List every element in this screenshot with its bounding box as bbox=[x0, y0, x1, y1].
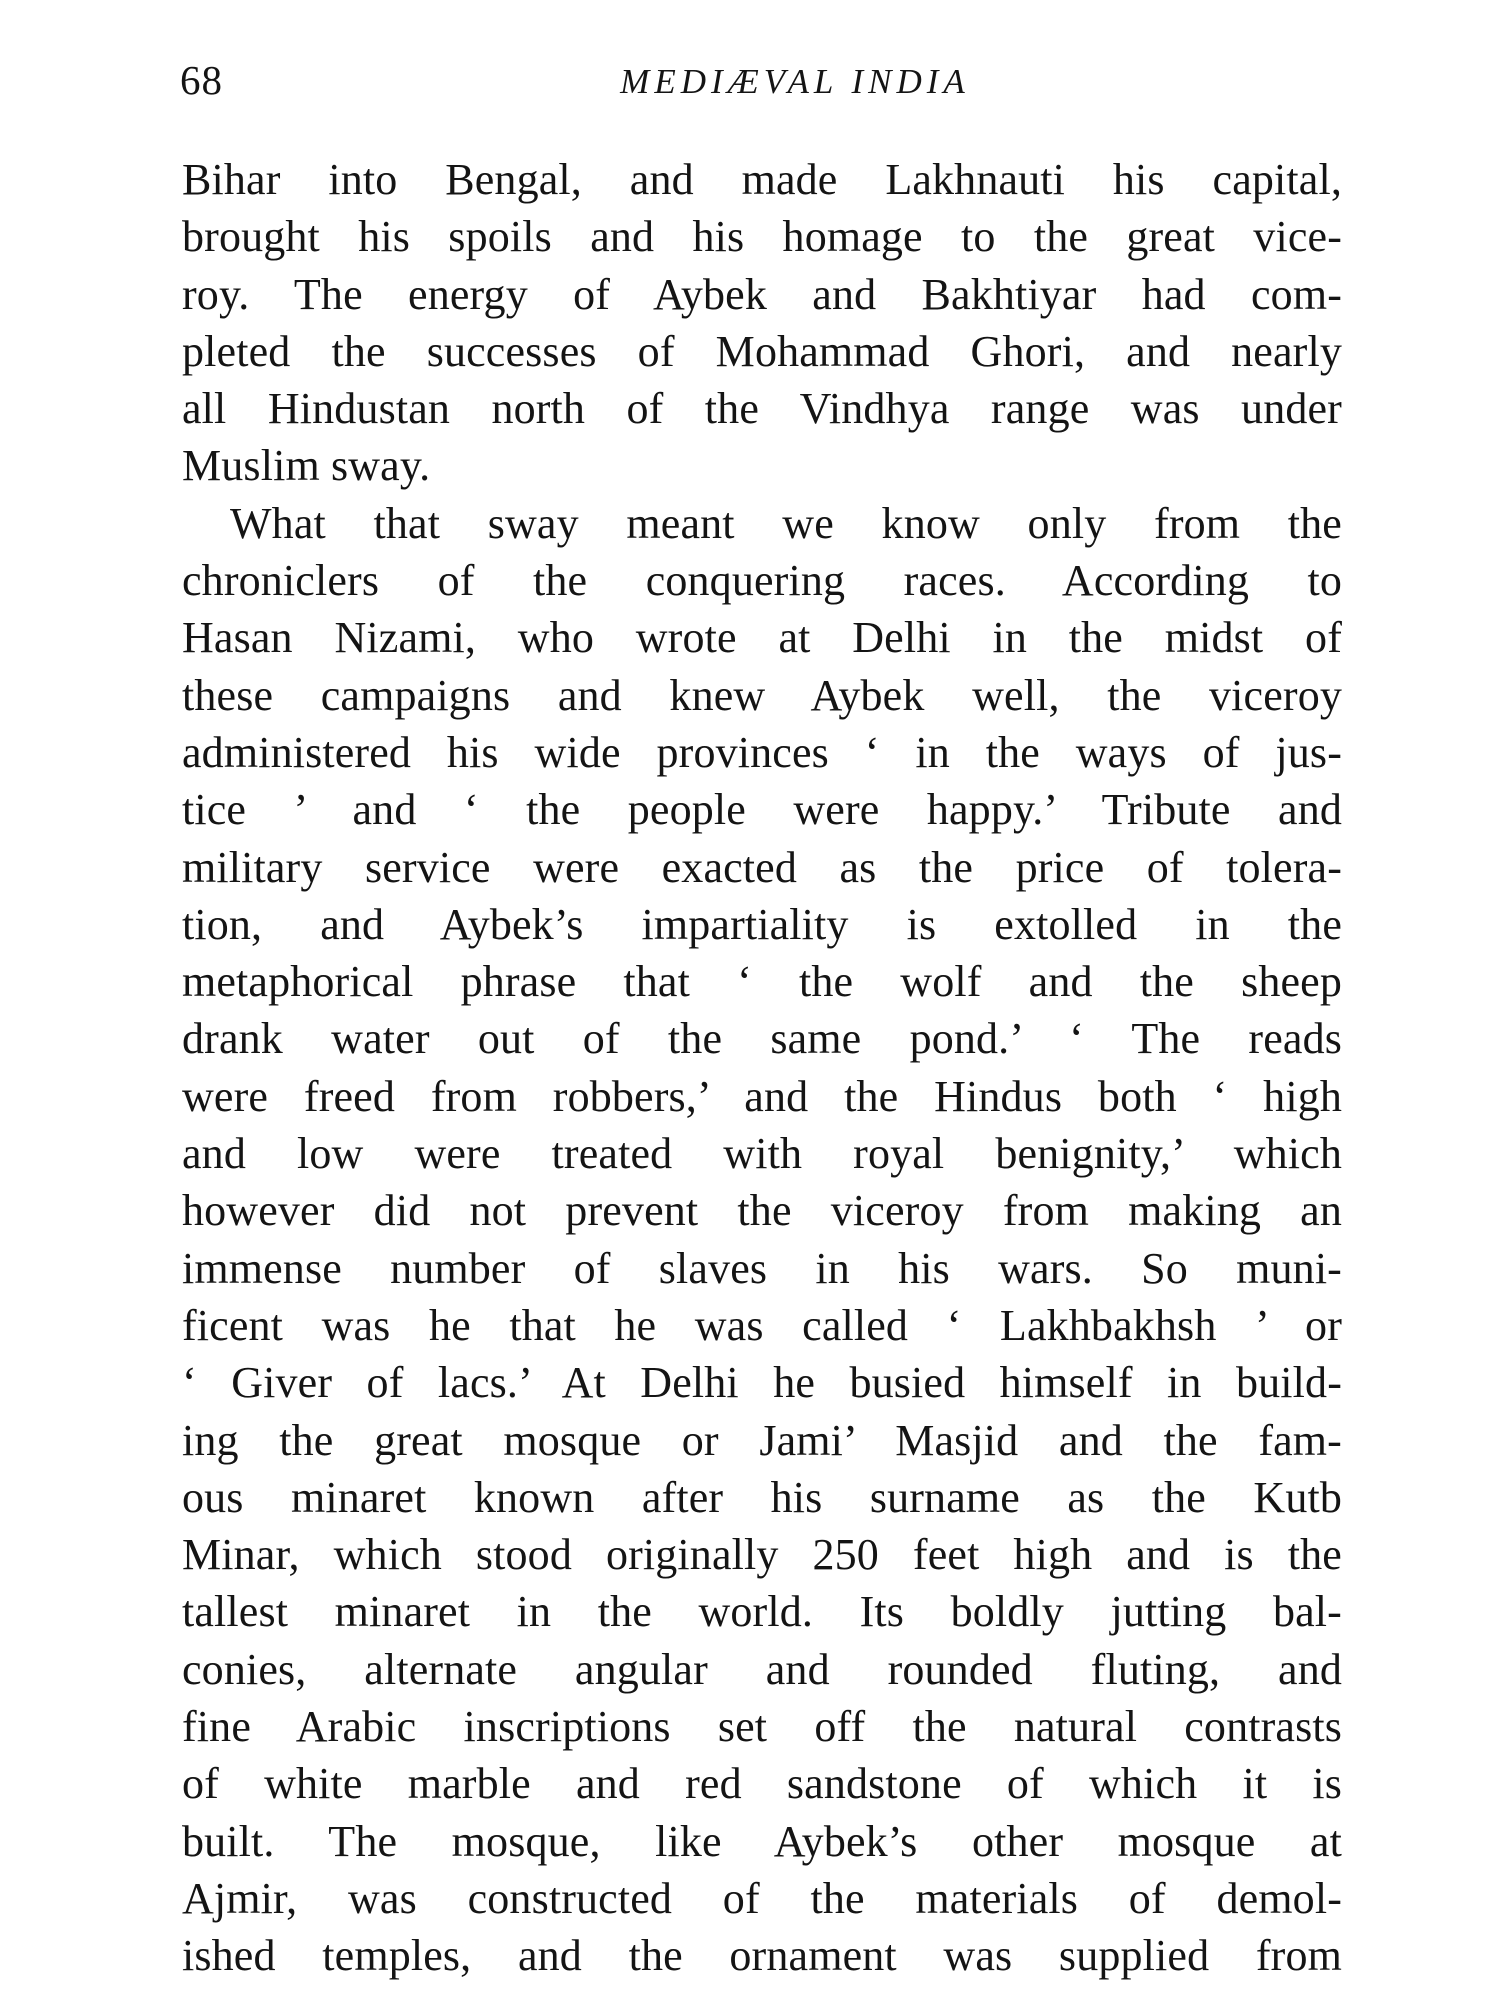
text-line: built. The mosque, like Aybek’s other mosque at bbox=[182, 1816, 1342, 1866]
text-line: tallest minaret in the world. Its boldly jutting bal- bbox=[182, 1587, 1342, 1637]
text-line: Minar, which stood originally 250 feet high and is the bbox=[182, 1530, 1342, 1580]
text-line: roy. The energy of Aybek and Bakhtiyar had com- bbox=[182, 269, 1342, 319]
text-line: ous minaret known after his surname as the Kutb bbox=[182, 1472, 1342, 1522]
text-line: metaphorical phrase that ‘ the wolf and the sheep bbox=[182, 957, 1342, 1007]
text-line: ficent was he that he was called ‘ Lakhbakhsh ’ or bbox=[182, 1300, 1342, 1350]
running-title: MEDIÆVAL INDIA bbox=[620, 62, 970, 101]
body-text bbox=[182, 151, 1342, 1985]
text-line: and low were treated with royal benignity,’ which bbox=[182, 1129, 1342, 1179]
text-line: military service were exacted as the price of tolera- bbox=[182, 842, 1342, 892]
text-line: drank water out of the same pond.’ ‘ The reads bbox=[182, 1014, 1342, 1064]
text-line: Ajmir, was constructed of the materials of demol- bbox=[182, 1873, 1342, 1923]
text-line: of white marble and red sandstone of which it is bbox=[182, 1759, 1342, 1809]
text-line: however did not prevent the viceroy from making an bbox=[182, 1186, 1342, 1236]
text-line: conies, alternate angular and rounded fluting, and bbox=[182, 1644, 1342, 1694]
text-line: Bihar into Bengal, and made Lakhnauti his capital, bbox=[182, 155, 1342, 204]
text-line: fine Arabic inscriptions set off the natural contrasts bbox=[182, 1702, 1342, 1752]
text-line: administered his wide provinces ‘ in the ways of jus- bbox=[182, 727, 1342, 777]
text-line: immense number of slaves in his wars. So muni- bbox=[182, 1243, 1342, 1293]
text-line: ing the great mosque or Jami’ Masjid and the fam- bbox=[182, 1415, 1342, 1465]
text-line: Muslim sway. bbox=[182, 441, 431, 491]
text-line: chroniclers of the conquering races. According to bbox=[182, 556, 1342, 606]
paragraph-2 bbox=[182, 495, 1342, 1985]
text-line: pleted the successes of Mohammad Ghori, and nearly bbox=[182, 326, 1342, 376]
page-number: 68 bbox=[180, 57, 223, 103]
text-line: brought his spoils and his homage to the great vice- bbox=[182, 212, 1342, 262]
text-line: ished temples, and the ornament was supplied from bbox=[182, 1931, 1342, 1981]
text-line: tice ’ and ‘ the people were happy.’ Tribute and bbox=[182, 785, 1342, 835]
paragraph-1 bbox=[182, 151, 1342, 495]
text-line: tion, and Aybek’s impartiality is extolled in the bbox=[182, 899, 1342, 949]
text-line: What that sway meant we know only from the bbox=[230, 498, 1342, 548]
running-head bbox=[180, 50, 1340, 120]
text-line: all Hindustan north of the Vindhya range was under bbox=[182, 384, 1342, 434]
text-line: Hasan Nizami, who wrote at Delhi in the midst of bbox=[182, 613, 1342, 663]
text-line: these campaigns and knew Aybek well, the viceroy bbox=[182, 670, 1342, 720]
text-line: were freed from robbers,’ and the Hindus both ‘ high bbox=[182, 1071, 1342, 1121]
text-line: ‘ Giver of lacs.’ At Delhi he busied himself in build- bbox=[182, 1358, 1342, 1408]
